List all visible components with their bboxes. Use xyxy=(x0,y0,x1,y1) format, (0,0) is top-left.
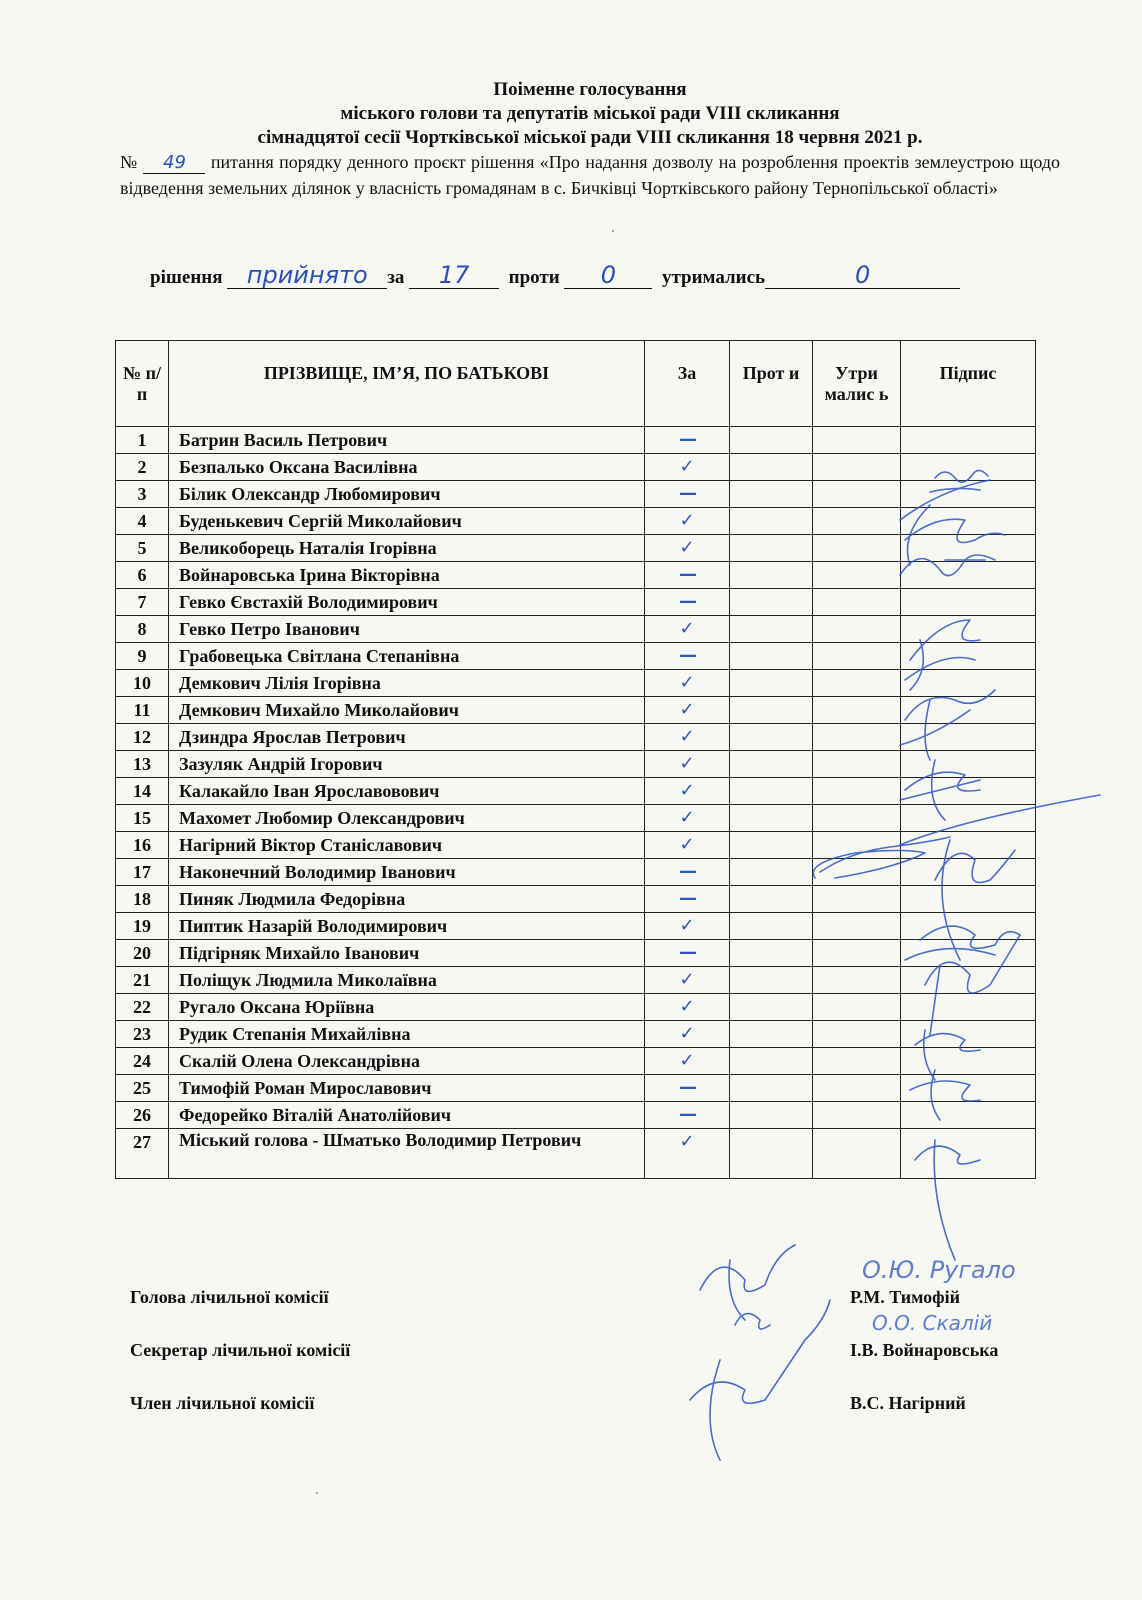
row-num: 17 xyxy=(116,859,169,886)
row-num: 1 xyxy=(116,427,169,454)
title-line-1: Поіменне голосування xyxy=(493,79,687,100)
signature-cell xyxy=(901,535,1036,562)
row-num: 3 xyxy=(116,481,169,508)
row-num: 15 xyxy=(116,805,169,832)
vote-mark: — xyxy=(645,859,730,886)
signature-cell xyxy=(901,1021,1036,1048)
abstained-label: утримались xyxy=(661,267,766,288)
row-name: Пиняк Людмила Федорівна xyxy=(169,886,645,913)
handwritten-note-ruhalo: О.Ю. Ругало xyxy=(862,1256,1016,1284)
row-name: Ругало Оксана Юріївна xyxy=(169,994,645,1021)
signature-cell xyxy=(901,454,1036,481)
row-num: 23 xyxy=(116,1021,169,1048)
row-name: Пиптик Назарій Володимирович xyxy=(169,913,645,940)
vote-mark: ✓ xyxy=(645,616,730,643)
row-name: Рудик Степанія Михайлівна xyxy=(169,1021,645,1048)
row-name: Демкович Лілія Ігорівна xyxy=(169,670,645,697)
vote-mark: ✓ xyxy=(645,778,730,805)
vote-mark: ✓ xyxy=(645,967,730,994)
footer-secretary xyxy=(130,1340,1010,1361)
against-label: проти xyxy=(508,267,560,288)
vote-mark: ✓ xyxy=(645,454,730,481)
chair-label: Голова лічильної комісії xyxy=(130,1287,329,1307)
table-row xyxy=(116,1102,1036,1129)
scan-speck xyxy=(316,1492,318,1494)
abstained-count: 0 xyxy=(765,262,960,289)
vote-mark: ✓ xyxy=(645,913,730,940)
vote-mark: ✓ xyxy=(645,751,730,778)
row-name: Поліщук Людмила Миколаївна xyxy=(169,967,645,994)
vote-mark: — xyxy=(645,589,730,616)
vote-mark: — xyxy=(645,427,730,454)
vote-mark: ✓ xyxy=(645,508,730,535)
signature-cell xyxy=(901,778,1036,805)
signature-cell xyxy=(901,751,1036,778)
signature-scribble xyxy=(735,1314,770,1329)
secretary-label: Секретар лічильної комісії xyxy=(130,1340,351,1360)
signature-cell xyxy=(901,643,1036,670)
vote-mark: ✓ xyxy=(645,805,730,832)
signature-cell xyxy=(901,427,1036,454)
table-row xyxy=(116,643,1036,670)
row-name: Міський голова - Шматько Володимир Петрович xyxy=(169,1129,645,1179)
signature-cell xyxy=(901,913,1036,940)
signature-cell xyxy=(901,481,1036,508)
table-row xyxy=(116,589,1036,616)
decision-value: прийнято xyxy=(227,262,387,289)
for-count: 17 xyxy=(409,262,499,289)
signature-cell xyxy=(901,1102,1036,1129)
row-num: 18 xyxy=(116,886,169,913)
chair-name: Р.М. Тимофій xyxy=(850,1287,961,1307)
signature-scribble xyxy=(690,1300,830,1460)
vote-mark: ✓ xyxy=(645,994,730,1021)
row-name: Білик Олександр Любомирович xyxy=(169,481,645,508)
signature-cell xyxy=(901,670,1036,697)
row-name: Великоборець Наталія Ігорівна xyxy=(169,535,645,562)
col-header-num: № п/п xyxy=(116,341,169,427)
signature-cell xyxy=(901,724,1036,751)
vote-mark: — xyxy=(645,481,730,508)
member-label: Член лічильної комісії xyxy=(130,1393,315,1413)
signature-cell xyxy=(901,1129,1036,1179)
row-name: Гевко Євстахій Володимирович xyxy=(169,589,645,616)
table-row xyxy=(116,859,1036,886)
row-num: 9 xyxy=(116,643,169,670)
table-row xyxy=(116,562,1036,589)
row-name: Батрин Василь Петрович xyxy=(169,427,645,454)
row-num: 27 xyxy=(116,1129,169,1179)
row-num: 4 xyxy=(116,508,169,535)
col-header-signature: Підпис xyxy=(901,341,1036,427)
agenda-question xyxy=(120,149,1060,201)
row-name: Грабовецька Світлана Степанівна xyxy=(169,643,645,670)
footer-chair xyxy=(130,1287,1010,1308)
row-name: Скалій Олена Олександрівна xyxy=(169,1048,645,1075)
document-header xyxy=(120,78,1060,150)
secretary-name: І.В. Войнаровська xyxy=(850,1340,999,1360)
table-header-row xyxy=(116,341,1036,427)
for-label: за xyxy=(387,267,405,288)
row-name: Федорейко Віталій Анатолійович xyxy=(169,1102,645,1129)
vote-mark: ✓ xyxy=(645,697,730,724)
row-num: 25 xyxy=(116,1075,169,1102)
question-text: питання порядку денного проєкт рішення «Про надання дозволу на розроблення проектів землеустрою щодо відведення земельних ділянок у власність громадянам в с. Бичківці Чортківського району Тернопільської області» xyxy=(120,152,1061,198)
table-row xyxy=(116,508,1036,535)
row-name: Демкович Михайло Миколайович xyxy=(169,697,645,724)
row-name: Наконечний Володимир Іванович xyxy=(169,859,645,886)
member-name: В.С. Нагірний xyxy=(850,1393,966,1413)
table-row xyxy=(116,1048,1036,1075)
signature-cell xyxy=(901,562,1036,589)
signature-scribble xyxy=(700,1245,795,1320)
table-row xyxy=(116,886,1036,913)
vote-mark: ✓ xyxy=(645,1048,730,1075)
table-row xyxy=(116,751,1036,778)
signature-cell xyxy=(901,1075,1036,1102)
roll-call-table xyxy=(115,340,1036,1179)
signature-cell xyxy=(901,994,1036,1021)
row-num: 10 xyxy=(116,670,169,697)
vote-mark: ✓ xyxy=(645,724,730,751)
table-row xyxy=(116,994,1036,1021)
question-number-prefix: № xyxy=(120,152,139,172)
row-name: Дзиндра Ярослав Петрович xyxy=(169,724,645,751)
row-num: 13 xyxy=(116,751,169,778)
signature-cell xyxy=(901,697,1036,724)
row-name: Войнаровська Ірина Вікторівна xyxy=(169,562,645,589)
row-num: 12 xyxy=(116,724,169,751)
vote-mark: ✓ xyxy=(645,1129,730,1179)
row-name: Калакайло Іван Ярославовович xyxy=(169,778,645,805)
signature-cell xyxy=(901,832,1036,859)
table-row xyxy=(116,427,1036,454)
decision-label: рішення xyxy=(150,267,223,288)
vote-mark: — xyxy=(645,1102,730,1129)
signature-cell xyxy=(901,805,1036,832)
table-row xyxy=(116,967,1036,994)
vote-mark: ✓ xyxy=(645,670,730,697)
row-num: 2 xyxy=(116,454,169,481)
vote-mark: ✓ xyxy=(645,535,730,562)
table-row xyxy=(116,481,1036,508)
signature-cell xyxy=(901,1048,1036,1075)
row-num: 21 xyxy=(116,967,169,994)
table-row xyxy=(116,805,1036,832)
scan-speck xyxy=(612,230,614,232)
signature-cell xyxy=(901,589,1036,616)
row-num: 11 xyxy=(116,697,169,724)
row-num: 22 xyxy=(116,994,169,1021)
table-row xyxy=(116,913,1036,940)
table-row xyxy=(116,940,1036,967)
row-num: 19 xyxy=(116,913,169,940)
row-name: Безпалько Оксана Василівна xyxy=(169,454,645,481)
vote-mark: — xyxy=(645,886,730,913)
table-row xyxy=(116,670,1036,697)
vote-mark: — xyxy=(645,643,730,670)
question-number: 49 xyxy=(143,153,205,174)
col-header-name: ПРІЗВИЩЕ, ІМ’Я, ПО БАТЬКОВІ xyxy=(169,341,645,427)
vote-mark: ✓ xyxy=(645,832,730,859)
signature-cell xyxy=(901,508,1036,535)
row-num: 8 xyxy=(116,616,169,643)
row-name: Підгірняк Михайло Іванович xyxy=(169,940,645,967)
row-num: 7 xyxy=(116,589,169,616)
row-num: 24 xyxy=(116,1048,169,1075)
table-row xyxy=(116,697,1036,724)
row-name: Нагірний Віктор Станіславович xyxy=(169,832,645,859)
title-line-2: міського голови та депутатів міської ради VIII скликання xyxy=(340,103,840,124)
signature-cell xyxy=(901,967,1036,994)
row-name: Зазуляк Андрій Ігорович xyxy=(169,751,645,778)
col-header-abstained: Утри малис ь xyxy=(813,341,901,427)
table-row xyxy=(116,1021,1036,1048)
row-num: 6 xyxy=(116,562,169,589)
signature-cell xyxy=(901,859,1036,886)
row-num: 14 xyxy=(116,778,169,805)
table-row xyxy=(116,1129,1036,1179)
table-row xyxy=(116,832,1036,859)
row-num: 26 xyxy=(116,1102,169,1129)
row-num: 5 xyxy=(116,535,169,562)
decision-summary xyxy=(150,262,960,289)
signature-cell xyxy=(901,940,1036,967)
col-header-against: Прот и xyxy=(730,341,813,427)
table-row xyxy=(116,454,1036,481)
table-row xyxy=(116,724,1036,751)
row-name: Гевко Петро Іванович xyxy=(169,616,645,643)
table-row xyxy=(116,535,1036,562)
col-header-for: За xyxy=(645,341,730,427)
vote-mark: — xyxy=(645,940,730,967)
row-num: 20 xyxy=(116,940,169,967)
against-count: 0 xyxy=(564,262,652,289)
row-name: Буденькевич Сергій Миколайович xyxy=(169,508,645,535)
title-line-3: сімнадцятої сесії Чортківської міської ради VIII скликання 18 червня 2021 р. xyxy=(257,127,923,148)
vote-mark: — xyxy=(645,1075,730,1102)
signature-cell xyxy=(901,616,1036,643)
table-row xyxy=(116,616,1036,643)
handwritten-note-skalii: О.О. Скалій xyxy=(872,1311,993,1335)
vote-mark: — xyxy=(645,562,730,589)
footer-member xyxy=(130,1393,1010,1414)
table-row xyxy=(116,778,1036,805)
vote-mark: ✓ xyxy=(645,1021,730,1048)
row-name: Махомет Любомир Олександрович xyxy=(169,805,645,832)
row-name: Тимофій Роман Мирославович xyxy=(169,1075,645,1102)
signature-cell xyxy=(901,886,1036,913)
row-num: 16 xyxy=(116,832,169,859)
table-row xyxy=(116,1075,1036,1102)
